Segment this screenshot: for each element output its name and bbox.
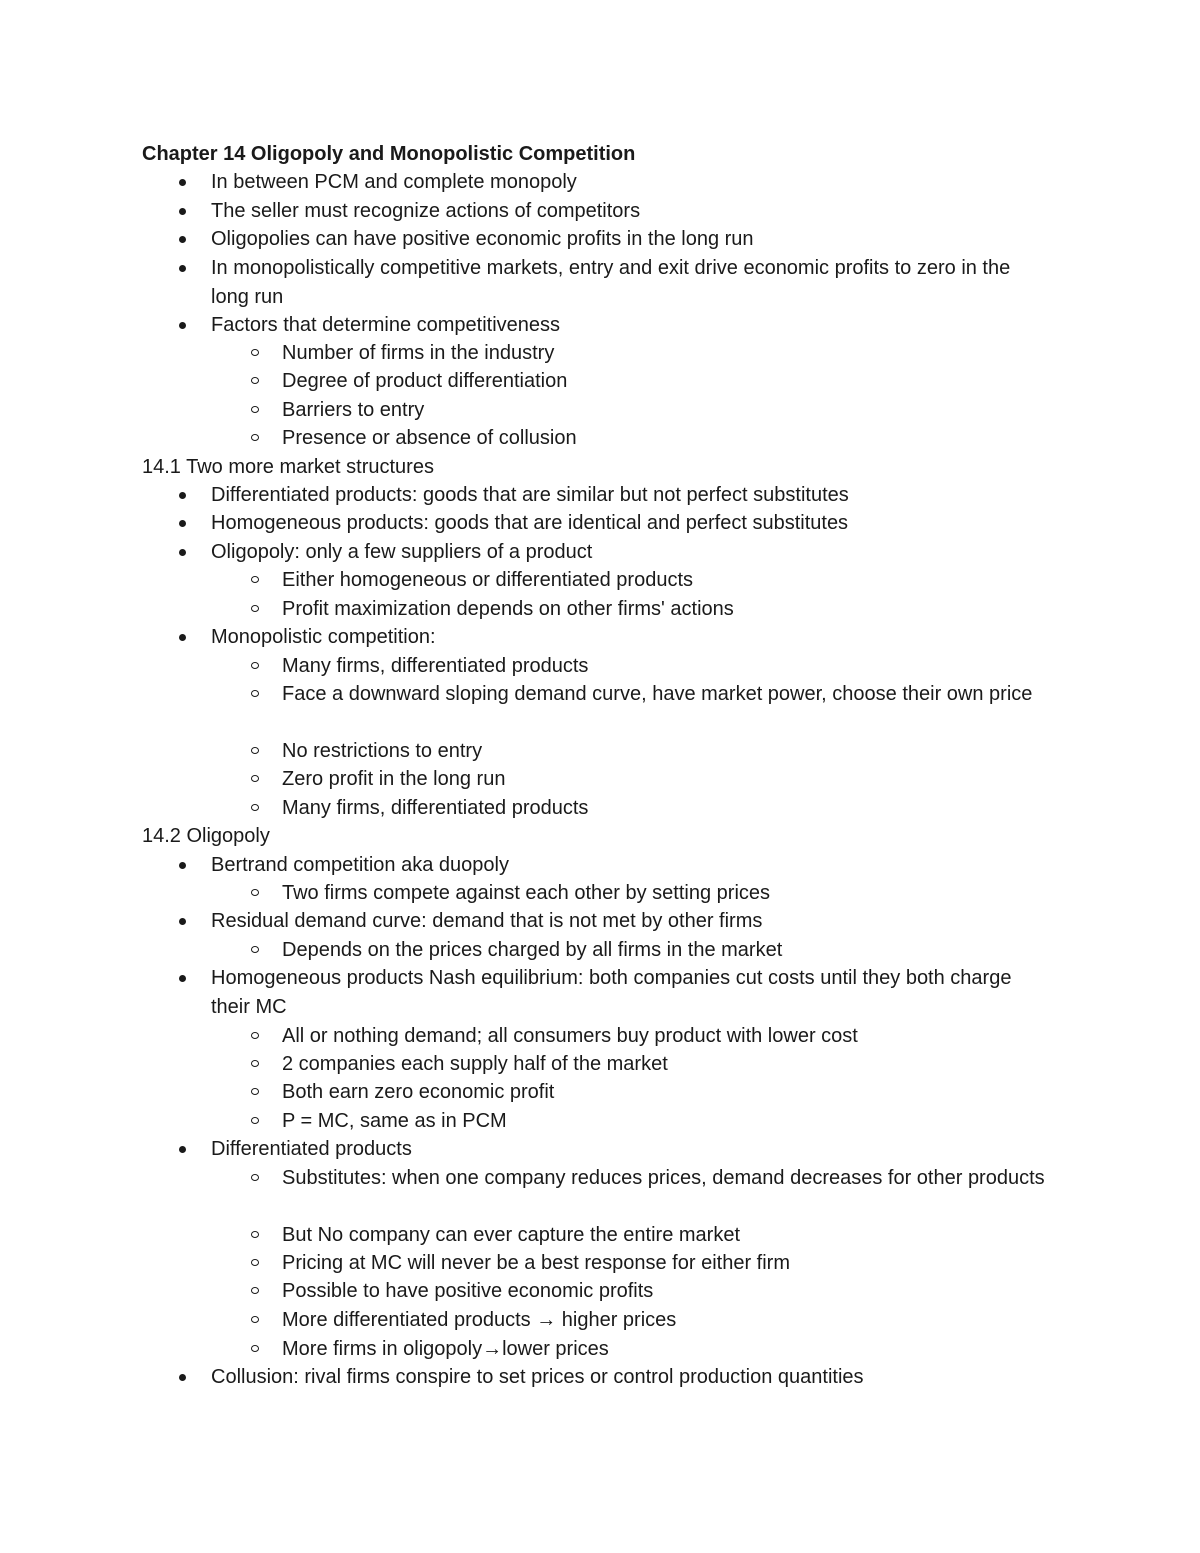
circle-bullet-icon [251,1117,259,1124]
list-item: Homogeneous products: goods that are identical and perfect substitutes [211,509,1051,538]
circle-bullet-icon [251,1316,259,1323]
disc-bullet-icon [179,492,186,499]
disc-bullet-icon [179,918,186,925]
circle-bullet-icon [251,690,259,697]
disc-bullet-icon [179,862,186,869]
sub-list-item: P = MC, same as in PCM [282,1107,1052,1136]
sub-list-item: Pricing at MC will never be a best response for either firm [282,1249,1052,1278]
circle-bullet-icon [251,1345,259,1352]
sub-list-item: Depends on the prices charged by all firms in the market [282,936,1052,965]
disc-bullet-icon [179,179,186,186]
list-item: Differentiated products: goods that are similar but not perfect substitutes [211,481,1051,510]
sub-list-item: Many firms, differentiated products [282,652,1052,681]
circle-bullet-icon [251,946,259,953]
circle-bullet-icon [251,1060,259,1067]
disc-bullet-icon [179,208,186,215]
chapter-title: Chapter 14 Oligopoly and Monopolistic Competition [142,143,636,165]
circle-bullet-icon [251,1259,259,1266]
sub-list-item: Zero profit in the long run [282,765,1052,794]
list-item: In monopolistically competitive markets, entry and exit drive economic profits to zero in the long run [211,254,1051,311]
disc-bullet-icon [179,634,186,641]
sub-list-item: Both earn zero economic profit [282,1078,1052,1107]
disc-bullet-icon [179,1146,186,1153]
sub-list-item: Number of firms in the industry [282,339,1052,368]
circle-bullet-icon [251,1287,259,1294]
disc-bullet-icon [179,236,186,243]
circle-bullet-icon [251,1174,259,1181]
list-item: Differentiated products [211,1135,1051,1164]
circle-bullet-icon [251,1088,259,1095]
list-item: In between PCM and complete monopoly [211,168,1051,197]
sub-list-item: No restrictions to entry [282,737,1052,766]
disc-bullet-icon [179,265,186,272]
sub-list-item: But No company can ever capture the entire market [282,1221,1052,1250]
circle-bullet-icon [251,605,259,612]
circle-bullet-icon [251,775,259,782]
sub-list-item: Many firms, differentiated products [282,794,1052,823]
circle-bullet-icon [251,662,259,669]
circle-bullet-icon [251,1032,259,1039]
sub-list-item: 2 companies each supply half of the market [282,1050,1052,1079]
sub-list-item: More differentiated products → higher prices [282,1306,1052,1335]
disc-bullet-icon [179,520,186,527]
sub-list-item: Face a downward sloping demand curve, have market power, choose their own price [282,680,1052,709]
circle-bullet-icon [251,804,259,811]
circle-bullet-icon [251,434,259,441]
circle-bullet-icon [251,576,259,583]
circle-bullet-icon [251,889,259,896]
disc-bullet-icon [179,1374,186,1381]
sub-list-item: Profit maximization depends on other firms' actions [282,595,1052,624]
list-item: Oligopolies can have positive economic profits in the long run [211,225,1051,254]
circle-bullet-icon [251,377,259,384]
list-item: Residual demand curve: demand that is not met by other firms [211,907,1051,936]
circle-bullet-icon [251,1231,259,1238]
list-item: Homogeneous products Nash equilibrium: both companies cut costs until they both charge their MC [211,964,1051,1021]
sub-list-item: Either homogeneous or differentiated products [282,566,1052,595]
circle-bullet-icon [251,349,259,356]
sub-list-item: Barriers to entry [282,396,1052,425]
list-item: Collusion: rival firms conspire to set prices or control production quantities [211,1363,1051,1392]
sub-list-item: Substitutes: when one company reduces prices, demand decreases for other products [282,1164,1052,1193]
sub-list-item: Possible to have positive economic profits [282,1277,1052,1306]
sub-list-item: All or nothing demand; all consumers buy product with lower cost [282,1022,1052,1051]
sub-list-item: Presence or absence of collusion [282,424,1052,453]
circle-bullet-icon [251,747,259,754]
disc-bullet-icon [179,975,186,982]
list-item: Oligopoly: only a few suppliers of a product [211,538,1051,567]
disc-bullet-icon [179,322,186,329]
list-item: Factors that determine competitiveness [211,311,1051,340]
disc-bullet-icon [179,549,186,556]
circle-bullet-icon [251,406,259,413]
list-item: The seller must recognize actions of competitors [211,197,1051,226]
section-heading-14-2: 14.2 Oligopoly [142,825,270,847]
sub-list-item: Two firms compete against each other by setting prices [282,879,1052,908]
sub-list-item: More firms in oligopoly→lower prices [282,1335,1052,1364]
list-item: Monopolistic competition: [211,623,1051,652]
section-heading-14-1: 14.1 Two more market structures [142,456,434,478]
sub-list-item: Degree of product differentiation [282,367,1052,396]
list-item: Bertrand competition aka duopoly [211,851,1051,880]
